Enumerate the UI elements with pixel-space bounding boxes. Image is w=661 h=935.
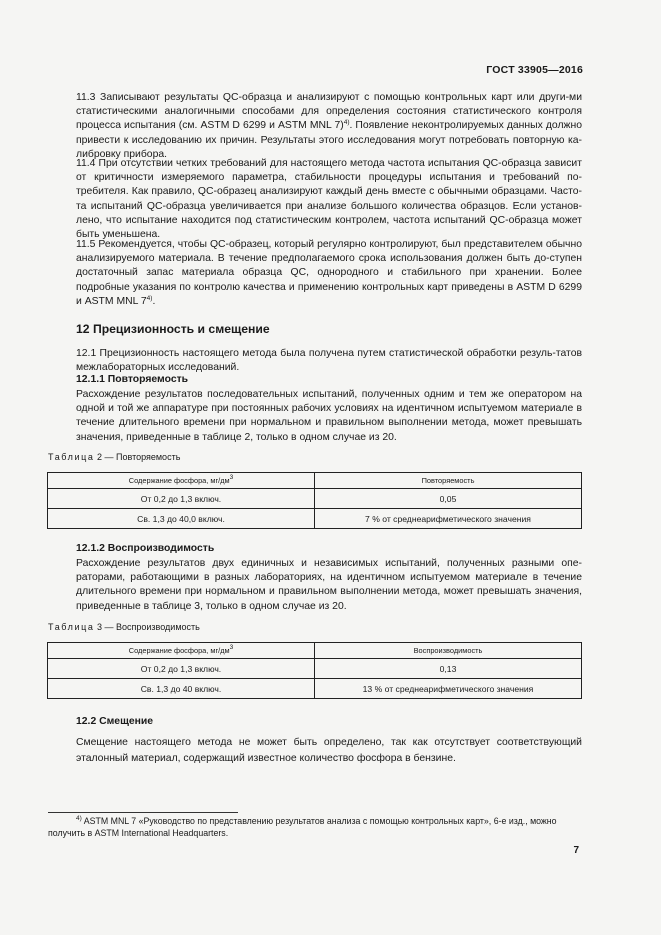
document-code: ГОСТ 33905—2016 [486,64,583,76]
table-2-repeatability [47,472,582,529]
subsection-12-1-2-title: 12.1.2 Воспроизводимость [76,543,215,554]
paragraph-11-3: 11.3 Записывают результаты QC-образца и анализируют с помощью контрольных карт или други-ми статистическими аналогичными способами для определения состояния статистического контроля процесса испытания (см. ASTM D 6299 и ASTM MNL 7)$^{4)}$. Появление неконтролируемых данных должно привести к исследованию их причин. Результаты этого исследования могут потребовать повторную ка-либровку прибора. [76,92,582,160]
paragraph-12-1-2: Расхождение результатов двух единичных и независимых испытаний, полученных разными опе-раторами, работающими в разных лабораториях, на идентичном испытуемом материале в течение длительного времени при нормальном и правильном выполнении метода, может превышать значения, приведенные в таблице 3, только в одном случае из 20. [76,558,582,612]
table-row: От 0,2 до 1,3 включ. 0,05 [48,489,582,509]
page-number: 7 [573,845,579,856]
paragraph-12-1-1: Расхождение результатов последовательных испытаний, полученных одним и тем же оператором на одной и той же аппаратуре при постоянных рабочих условиях на идентичном испытуемом материале в течение длительного времени при нормальном и правильном выполнении метода, может превышать значения, приведенные в таблице 2, только в одном случае из 20. [76,389,582,443]
footnote-divider [48,812,238,813]
footnote: $^{4)}$ ASTM MNL 7 «Руководство по представлению результатов анализа с помощью контрольных карт», 6-е изд., можно получить в ASTM International Headquarters. [48,815,557,838]
column-header-reproducibility: Воспроизводимость [315,643,582,659]
paragraph-11-5: 11.5 Рекомендуется, чтобы QC-образец, который регулярно контролируют, был представителем обычно анализируемого материала. В течение предполагаемого срока использования должен быть до-ступен достаточный запас материала образца QC, однородного и стабильного при хранении. Более подробные указания по контролю качества и применению контрольных карт приведены в ASTM D 6299 и ASTM MNL 7$^{4)}$. [76,239,582,307]
table-row: От 0,2 до 1,3 включ. 0,13 [48,659,582,679]
subsection-12-1-1-title: 12.1.1 Повторяемость [76,374,189,385]
table-row: Св. 1,3 до 40 включ. 13 % от среднеарифметического значения [48,679,582,699]
section-12-title: 12 Прецизионность и смещение [76,322,270,336]
paragraph-12-2: Смещение настоящего метода не может быть определено, так как отсутствует соответствующий эталонный материал, содержащий известное количество фосфора в бензине. [76,737,582,764]
table-row: Св. 1,3 до 40,0 включ. 7 % от среднеарифметического значения [48,509,582,529]
table-header-row [48,643,582,659]
table-2-caption: Таблица 2 — Повторяемость [48,452,181,462]
subsection-12-2-title: 12.2 Смещение [76,716,154,727]
paragraph-12-1: 12.1 Прецизионность настоящего метода была получена путем статистической обработки резуль-татов межлабораторных исследований. [76,348,582,374]
column-header-phosphorus: Содержание фосфора, $мг/дм^3$ [48,643,315,659]
table-header-row [48,473,582,489]
table-3-caption: Таблица 3 — Воспроизводимость [48,622,200,632]
column-header-repeatability: Повторяемость [315,473,582,489]
table-3-reproducibility [47,642,582,699]
column-header-phosphorus: Содержание фосфора, $мг/дм^3$ [48,473,315,489]
paragraph-11-4: 11.4 При отсутствии четких требований для настоящего метода частота испытания QC-образца зависит от критичности измеряемого параметра, стабильности процедуры испытания и требований по-требителя. Как правило, QC-образец анализируют каждый день вместе с обычными образцами. Часто-та испытаний QC-образца увеличивается при анализе большого количества образцов. Если установ-лено, что испытание находится под статистическим контролем, частота испытаний QC-образца может быть уменьшена. [76,158,582,241]
